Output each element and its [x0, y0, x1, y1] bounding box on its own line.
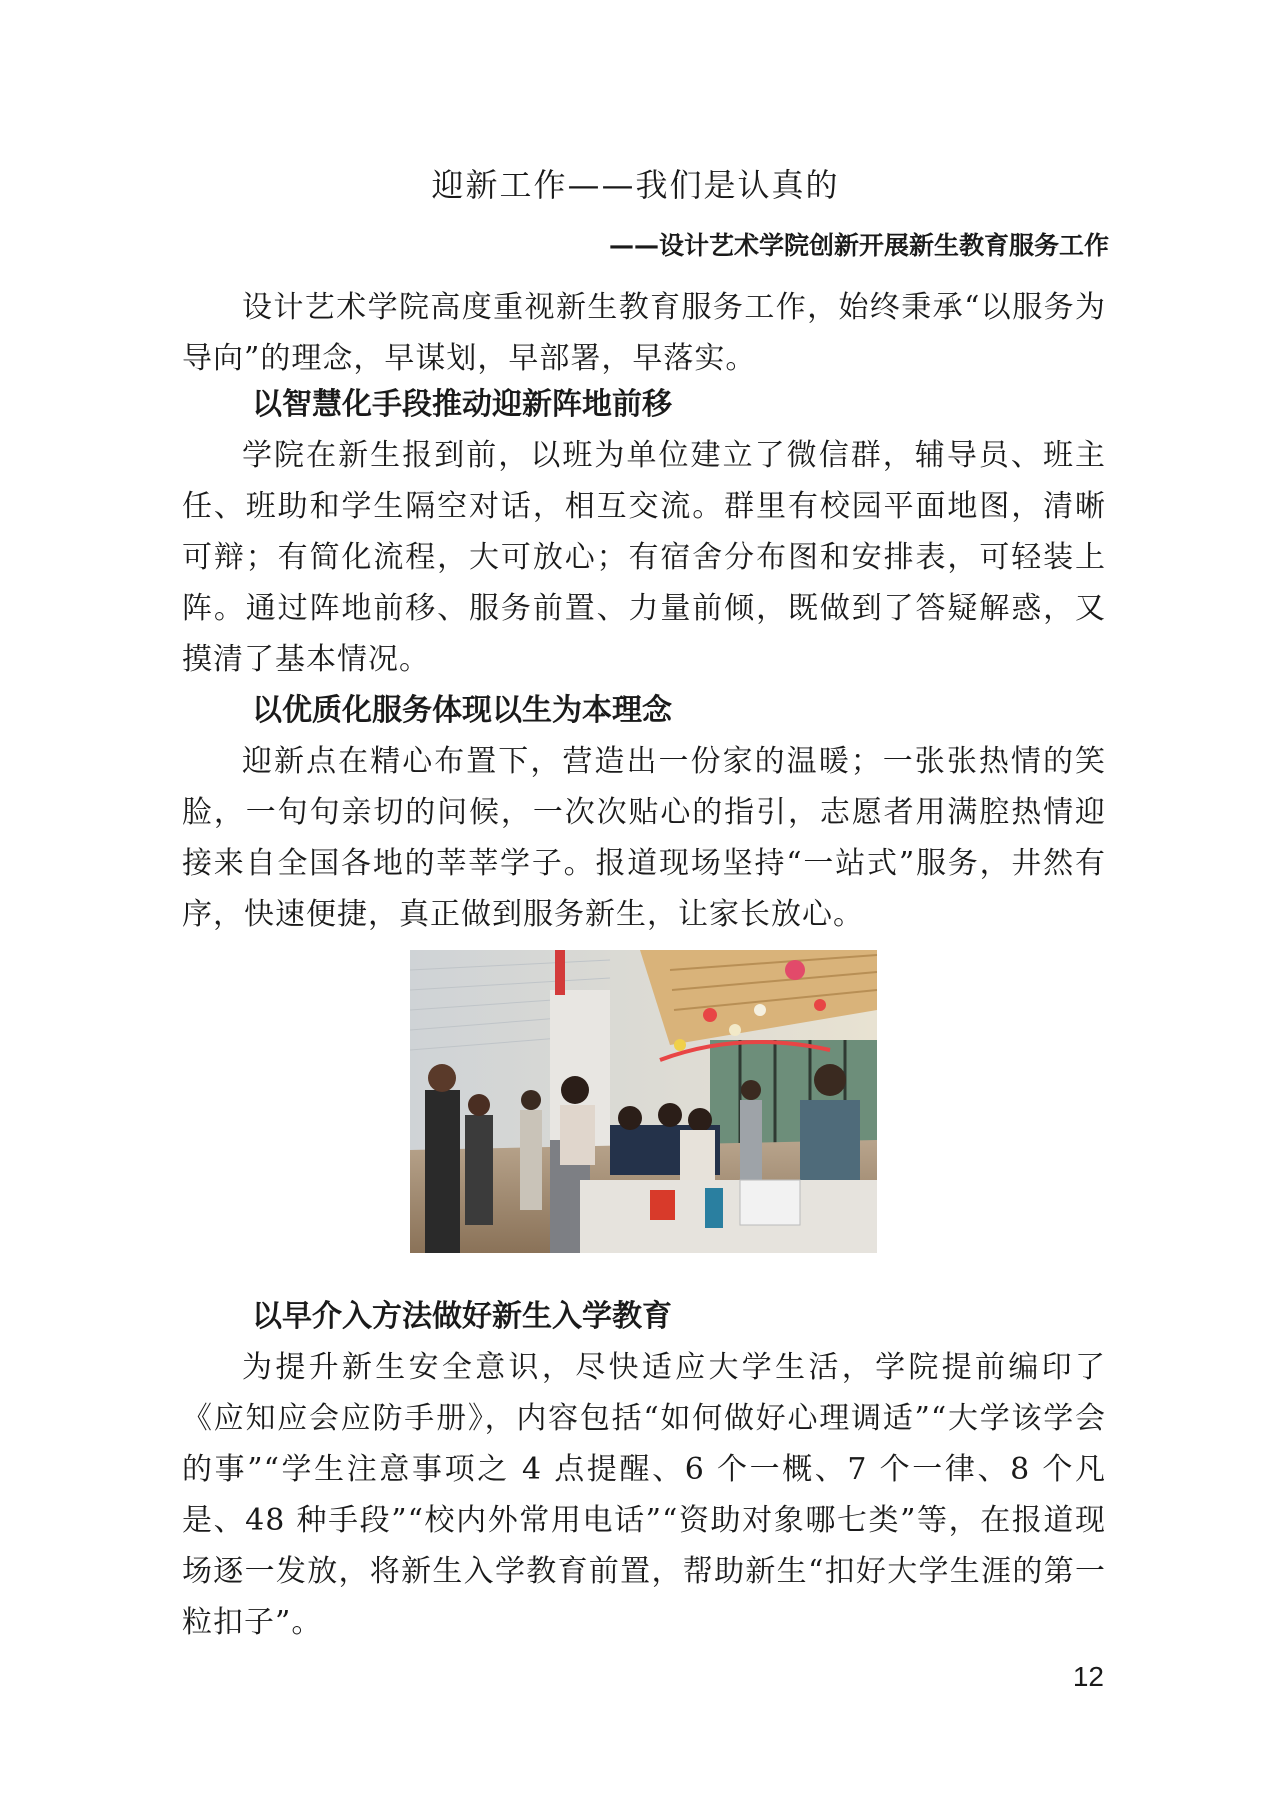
section-body-2: 迎新点在精心布置下，营造出一份家的温暖；一张张热情的笑脸，一句句亲切的问候，一次次贴心的指引，志愿者用满腔热情迎接来自全国各地的莘莘学子。报道现场坚持“一站式”服务，井然有序，快速便捷，真正做到服务新生，让家长放心。 [182, 744, 1106, 932]
page-subtitle: ——设计艺术学院创新开展新生教育服务工作 [608, 231, 1109, 260]
welcome-event-photo [410, 950, 877, 1253]
page-number: 12 [1072, 1661, 1104, 1692]
section-heading-3: 以早介入方法做好新生入学教育 [252, 1299, 672, 1334]
section-heading-1: 以智慧化手段推动迎新阵地前移 [252, 387, 672, 422]
section-heading-2: 以优质化服务体现以生为本理念 [252, 693, 672, 728]
intro-paragraph: 设计艺术学院高度重视新生教育服务工作，始终秉承“以服务为导向”的理念，早谋划，早部署，早落实。 [182, 290, 1106, 376]
section-body-3: 为提升新生安全意识，尽快适应大学生活，学院提前编印了《应知应会应防手册》，内容包括“如何做好心理调适”“大学该学会的事”“学生注意事项之 4 点提醒、6 个一概、7 个一律、8 个凡是、48 种手段”“校内外常用电话”“资助对象哪七类”等，在报道现场逐一发放，将新生入学教育前置，帮助新生“扣好大学生涯的第一粒扣子”。 [182, 1350, 1106, 1640]
section-body-1: 学院在新生报到前，以班为单位建立了微信群，辅导员、班主任、班助和学生隔空对话，相互交流。群里有校园平面地图，清晰可辩；有简化流程，大可放心；有宿舍分布图和安排表，可轻装上阵。通过阵地前移、服务前置、力量前倾，既做到了答疑解惑，又摸清了基本情况。 [182, 438, 1106, 677]
page-title: 迎新工作——我们是认真的 [431, 166, 840, 204]
